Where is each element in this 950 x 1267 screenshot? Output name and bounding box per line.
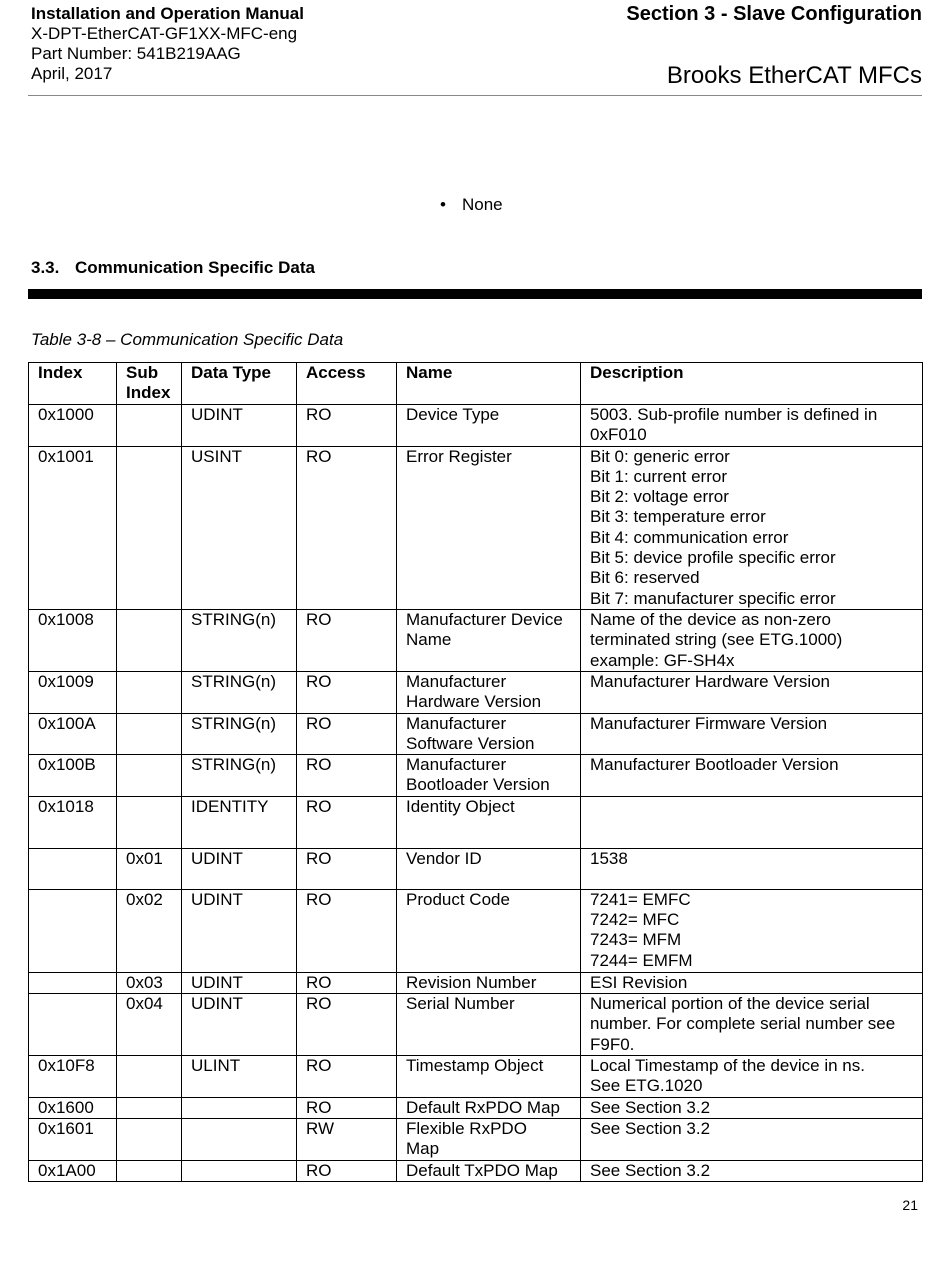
cell-data-type: UDINT (182, 972, 297, 993)
cell-sub-index (117, 1056, 182, 1098)
section-label: Section 3 - Slave Configuration (626, 3, 922, 25)
cell-index (29, 889, 117, 972)
cell-index: 0x1601 (29, 1118, 117, 1160)
cell-sub-index (117, 796, 182, 848)
table-row (29, 446, 923, 609)
cell-sub-index (117, 1160, 182, 1181)
cell-name: Timestamp Object (397, 1056, 581, 1098)
table-body (29, 405, 923, 1182)
cell-index: 0x1001 (29, 446, 117, 609)
cell-description: Manufacturer Firmware Version (581, 713, 923, 755)
cell-index (29, 994, 117, 1056)
table-row (29, 889, 923, 972)
cell-sub-index: 0x01 (117, 848, 182, 889)
cell-access: RO (297, 446, 397, 609)
cell-index: 0x1009 (29, 671, 117, 713)
cell-name: Revision Number (397, 972, 581, 993)
cell-access: RO (297, 796, 397, 848)
table-row (29, 796, 923, 848)
cell-description: Bit 0: generic error Bit 1: current error Bit 2: voltage error Bit 3: temperature error Bit 4: communication error Bit 5: device profile specific error Bit 6: reserved Bit 7: manufacturer specific error (581, 446, 923, 609)
cell-index: 0x1A00 (29, 1160, 117, 1181)
column-header-description: Description (581, 363, 923, 405)
part-number: Part Number: 541B219AAG (31, 44, 241, 63)
section-title: Communication Specific Data (75, 258, 315, 277)
cell-index: 0x1600 (29, 1097, 117, 1118)
cell-name: Manufacturer Bootloader Version (397, 755, 581, 797)
cell-data-type: UDINT (182, 889, 297, 972)
table-caption-label: Table 3-8 (31, 330, 102, 349)
table-caption-title: Communication Specific Data (120, 330, 344, 349)
cell-sub-index (117, 1097, 182, 1118)
cell-data-type: STRING(n) (182, 713, 297, 755)
table-caption-separator: – (101, 330, 121, 349)
cell-description: ESI Revision (581, 972, 923, 993)
cell-access: RO (297, 405, 397, 447)
bullet-symbol: • (440, 195, 446, 214)
cell-sub-index (117, 713, 182, 755)
document-date: April, 2017 (31, 64, 113, 83)
cell-description (581, 796, 923, 848)
cell-name: Default TxPDO Map (397, 1160, 581, 1181)
table-header-row (29, 363, 923, 405)
cell-name: Serial Number (397, 994, 581, 1056)
cell-description: 1538 (581, 848, 923, 889)
cell-access: RO (297, 1160, 397, 1181)
header-document-info (31, 4, 304, 84)
cell-index: 0x1018 (29, 796, 117, 848)
cell-description: Local Timestamp of the device in ns. See ETG.1020 (581, 1056, 923, 1098)
cell-access: RO (297, 609, 397, 671)
table-row (29, 1118, 923, 1160)
cell-sub-index: 0x03 (117, 972, 182, 993)
column-header-data-type: Data Type (182, 363, 297, 405)
table-row (29, 671, 923, 713)
cell-access: RO (297, 1056, 397, 1098)
cell-data-type: STRING(n) (182, 671, 297, 713)
cell-name: Product Code (397, 889, 581, 972)
cell-index (29, 848, 117, 889)
table-row (29, 755, 923, 797)
cell-data-type (182, 1118, 297, 1160)
cell-sub-index: 0x04 (117, 994, 182, 1056)
cell-index: 0x1000 (29, 405, 117, 447)
column-header-index: Index (29, 363, 117, 405)
cell-sub-index (117, 405, 182, 447)
cell-access: RO (297, 994, 397, 1056)
cell-index (29, 972, 117, 993)
section-heading (31, 258, 315, 278)
cell-name: Manufacturer Software Version (397, 713, 581, 755)
cell-access: RO (297, 713, 397, 755)
table-row (29, 405, 923, 447)
cell-access: RO (297, 972, 397, 993)
page-number: 21 (902, 1197, 918, 1213)
cell-sub-index (117, 671, 182, 713)
cell-description: See Section 3.2 (581, 1118, 923, 1160)
bullet-item (440, 195, 503, 215)
cell-index: 0x100B (29, 755, 117, 797)
table-row (29, 713, 923, 755)
cell-access: RO (297, 755, 397, 797)
cell-data-type: UDINT (182, 848, 297, 889)
cell-sub-index: 0x02 (117, 889, 182, 972)
cell-name: Vendor ID (397, 848, 581, 889)
manual-title: Installation and Operation Manual (31, 4, 304, 23)
section-divider-bar (28, 289, 922, 299)
cell-sub-index (117, 1118, 182, 1160)
cell-name: Identity Object (397, 796, 581, 848)
table-caption (31, 330, 343, 350)
cell-index: 0x10F8 (29, 1056, 117, 1098)
table-row (29, 1056, 923, 1098)
section-number: 3.3. (31, 258, 60, 277)
cell-access: RW (297, 1118, 397, 1160)
cell-description: Numerical portion of the device serial number. For complete serial number see F9F0. (581, 994, 923, 1056)
communication-data-table (28, 362, 923, 1182)
cell-name: Manufacturer Hardware Version (397, 671, 581, 713)
cell-sub-index (117, 609, 182, 671)
cell-access: RO (297, 889, 397, 972)
bullet-text: None (462, 195, 503, 214)
cell-description: Manufacturer Hardware Version (581, 671, 923, 713)
table-row (29, 1160, 923, 1181)
table-row (29, 994, 923, 1056)
cell-data-type: IDENTITY (182, 796, 297, 848)
cell-description: Manufacturer Bootloader Version (581, 755, 923, 797)
cell-name: Default RxPDO Map (397, 1097, 581, 1118)
cell-data-type: UDINT (182, 994, 297, 1056)
table-row (29, 1097, 923, 1118)
cell-description: 7241= EMFC 7242= MFC 7243= MFM 7244= EMFM (581, 889, 923, 972)
document-id: X-DPT-EtherCAT-GF1XX-MFC-eng (31, 24, 298, 43)
column-header-access: Access (297, 363, 397, 405)
cell-access: RO (297, 1097, 397, 1118)
column-header-sub-index: Sub Index (117, 363, 182, 405)
cell-description: See Section 3.2 (581, 1097, 923, 1118)
cell-name: Flexible RxPDO Map (397, 1118, 581, 1160)
cell-data-type (182, 1097, 297, 1118)
cell-data-type: UDINT (182, 405, 297, 447)
cell-index: 0x100A (29, 713, 117, 755)
cell-access: RO (297, 671, 397, 713)
cell-description: See Section 3.2 (581, 1160, 923, 1181)
table-row (29, 609, 923, 671)
cell-data-type: USINT (182, 446, 297, 609)
cell-description: Name of the device as non-zero terminated string (see ETG.1000) example: GF-SH4x (581, 609, 923, 671)
cell-sub-index (117, 755, 182, 797)
table-row (29, 972, 923, 993)
cell-sub-index (117, 446, 182, 609)
cell-index: 0x1008 (29, 609, 117, 671)
table-row (29, 848, 923, 889)
cell-access: RO (297, 848, 397, 889)
cell-data-type (182, 1160, 297, 1181)
cell-name: Manufacturer Device Name (397, 609, 581, 671)
cell-name: Device Type (397, 405, 581, 447)
cell-data-type: STRING(n) (182, 755, 297, 797)
column-header-name: Name (397, 363, 581, 405)
cell-name: Error Register (397, 446, 581, 609)
cell-data-type: STRING(n) (182, 609, 297, 671)
cell-description: 5003. Sub-profile number is defined in 0xF010 (581, 405, 923, 447)
product-name: Brooks EtherCAT MFCs (666, 62, 922, 89)
header-divider (28, 95, 922, 96)
cell-data-type: ULINT (182, 1056, 297, 1098)
